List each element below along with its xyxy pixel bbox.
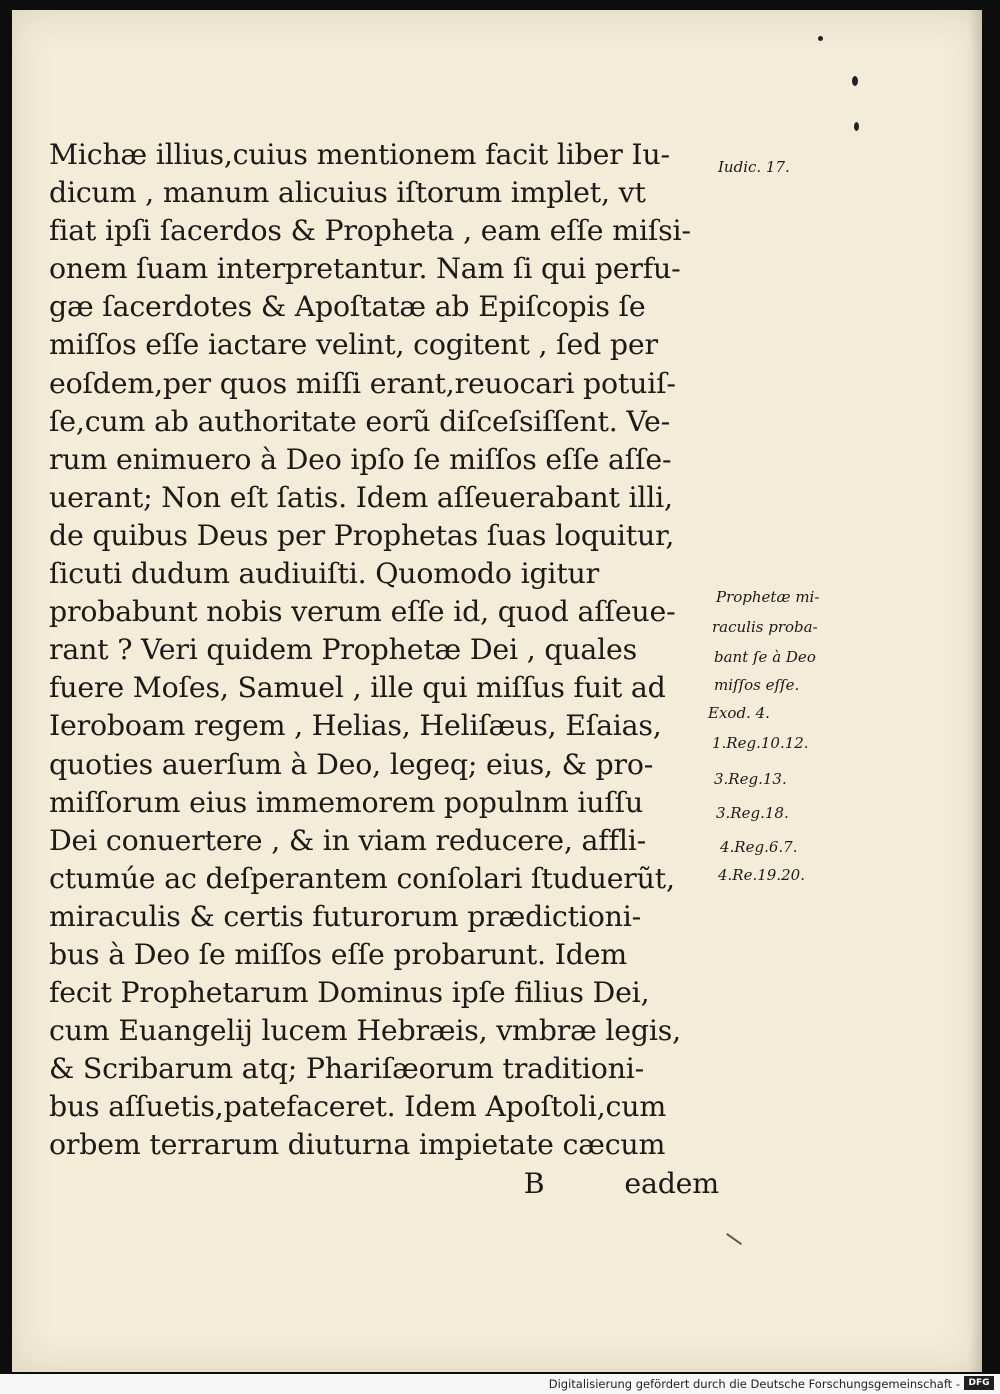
signature-mark: B	[523, 1166, 545, 1200]
text-line: onem ſuam interpretantur. Nam ſi qui perfu-	[49, 252, 681, 286]
margin-note-ref: Iudic. 17.	[718, 158, 790, 176]
text-line: miſſos eſſe iactare velint, cogitent , ſed per	[49, 328, 658, 362]
text-line: bus à Deo ſe miſſos eſſe probarunt. Idem	[49, 937, 628, 971]
text-line: de quibus Deus per Prophetas ſuas loquitur,	[49, 518, 675, 552]
text-line: ſe,cum ab authoritate eorũ diſceſsiſſent. Ve-	[49, 404, 671, 438]
text-line: uerant; Non eſt ſatis. Idem aſſeuerabant illi,	[49, 480, 673, 514]
text-line: ſicuti dudum audiuiſti. Quomodo igitur	[49, 557, 599, 591]
margin-note-ref: 1.Reg.10.12.	[712, 734, 809, 752]
text-line: probabunt nobis verum eſſe id, quod aſſeue-	[49, 595, 676, 629]
margin-note-ref: 3.Reg.18.	[716, 804, 789, 822]
text-line: gæ ſacerdotes & Apoſtatæ ab Epiſcopis ſe	[49, 290, 646, 324]
catchword: eadem	[624, 1166, 719, 1200]
main-text-block	[49, 136, 729, 1203]
text-line: Dei conuertere , & in viam reducere, affli-	[49, 823, 646, 857]
text-line: rum enimuero à Deo ipſo ſe miſſos eſſe aſſe-	[49, 442, 672, 476]
text-line: cum Euangelij lucem Hebræis, vmbræ legis,	[49, 1014, 681, 1048]
text-line: orbem terrarum diuturna impietate cæcum	[49, 1128, 666, 1162]
funding-credit: Digitalisierung gefördert durch die Deutsche Forschungsgemeinschaft -	[548, 1377, 960, 1391]
margin-note-ref: 3.Reg.13.	[714, 770, 787, 788]
margin-note-ref: 4.Reg.6.7.	[720, 838, 798, 856]
signature-line	[49, 1165, 729, 1203]
text-line: fuere Moſes, Samuel , ille qui miſſus fuit ad	[49, 671, 666, 705]
text-line: fecit Prophetarum Dominus ipſe filius Dei,	[49, 976, 650, 1010]
margin-note-gloss: raculis proba-	[712, 618, 818, 636]
text-line: ctumúe ac deſperantem conſolari ſtuduerũt,	[49, 861, 675, 895]
margin-note-gloss: miſſos eſſe.	[714, 676, 800, 694]
text-line: miſſorum eius immemorem populnm iuſſu	[49, 785, 644, 819]
margin-note-gloss: bant ſe à Deo	[714, 648, 816, 666]
text-line: Michæ illius,cuius mentionem facit liber Iu-	[49, 138, 670, 171]
margin-note-ref: 4.Re.19.20.	[718, 866, 805, 884]
text-line: fiat ipſi ſacerdos & Propheta , eam eſſe miſsi-	[49, 214, 691, 248]
text-line: & Scribarum atq; Phariſæorum traditioni-	[49, 1052, 645, 1086]
dfg-logo: DFG	[964, 1376, 994, 1390]
ink-speck	[854, 122, 859, 131]
text-line: dicum , manum alicuius iſtorum implet, vt	[49, 176, 646, 210]
text-line: Ieroboam regem , Helias, Heliſæus, Eſaias,	[49, 709, 662, 743]
ink-speck	[818, 36, 823, 41]
text-line: eoſdem,per quos miſſi erant,reuocari potuiſ-	[49, 366, 676, 400]
text-line: bus aſſuetis,patefaceret. Idem Apoſtoli,cum	[49, 1090, 667, 1124]
text-line: miraculis & certis futurorum prædictioni-	[49, 899, 641, 933]
text-line: rant ? Veri quidem Prophetæ Dei , quales	[49, 633, 637, 667]
text-line: quoties auerſum à Deo, legeq; eius, & pro-	[49, 747, 654, 781]
page-edge-shadow	[968, 10, 982, 1372]
margin-note-gloss: Prophetæ mi-	[716, 588, 820, 606]
ink-speck	[852, 76, 858, 86]
margin-note-ref: Exod. 4.	[708, 704, 770, 722]
